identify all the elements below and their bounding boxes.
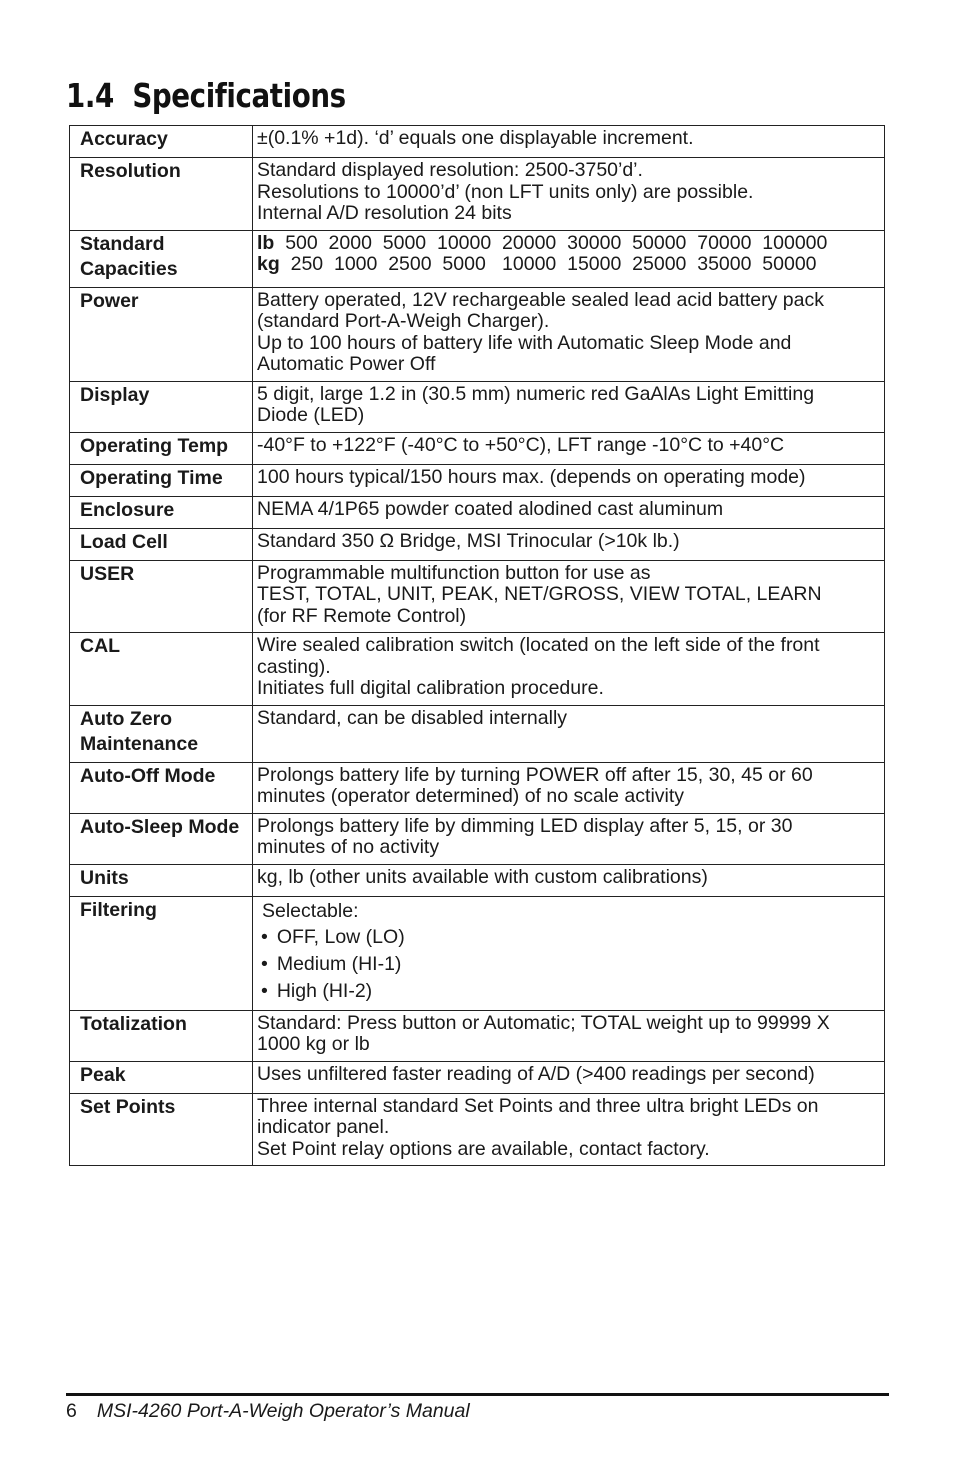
page-number: 6 — [66, 1400, 77, 1422]
capacity-unit: lb — [257, 231, 275, 254]
capacity-unit: kg — [257, 253, 280, 275]
spec-value-line: Initiates full digital calibration procedure. — [257, 677, 604, 699]
spec-row — [70, 864, 885, 896]
spec-value — [253, 158, 885, 231]
spec-value-line: 1000 kg or lb — [257, 1033, 370, 1055]
spec-value-line: minutes (operator determined) of no scale activity — [257, 785, 685, 807]
spec-value-line: Programmable multifunction button for use as — [257, 561, 651, 584]
spec-row — [70, 705, 885, 762]
spec-value — [253, 896, 885, 1010]
spec-value-line: indicator panel. — [257, 1116, 390, 1138]
spec-value — [253, 1010, 885, 1061]
filtering-intro: Selectable: — [262, 899, 359, 922]
spec-value — [253, 864, 885, 896]
spec-value-line: Standard: Press button or Automatic; TOTAL weight up to 99999 X — [257, 1011, 830, 1034]
spec-value-line: Wire sealed calibration switch (located on the left side of the front — [257, 634, 820, 656]
spec-value-line: Set Point relay options are available, contact factory. — [257, 1137, 710, 1160]
spec-value-line: Internal A/D resolution 24 bits — [257, 202, 512, 224]
spec-value — [253, 762, 885, 813]
footer-divider — [66, 1393, 889, 1396]
section-number: 1.4 — [66, 76, 114, 115]
spec-label: Filtering — [70, 896, 253, 1010]
spec-row — [70, 287, 885, 381]
capacity-row — [257, 254, 880, 276]
spec-value-line: Standard displayed resolution: 2500-3750’d’. — [257, 159, 643, 181]
spec-value — [253, 381, 885, 432]
spec-label: Display — [70, 381, 253, 432]
spec-label: Standard Capacities — [70, 230, 253, 287]
spec-value-line: Three internal standard Set Points and three ultra bright LEDs on — [257, 1094, 819, 1117]
spec-value — [253, 230, 885, 287]
spec-label: Totalization — [70, 1010, 253, 1061]
spec-value — [253, 1061, 885, 1093]
spec-label: Enclosure — [70, 496, 253, 528]
spec-row — [70, 381, 885, 432]
spec-row — [70, 813, 885, 864]
spec-value — [253, 287, 885, 381]
spec-label: Power — [70, 287, 253, 381]
spec-label: Resolution — [70, 158, 253, 231]
spec-value-line: Up to 100 hours of battery life with Automatic Sleep Mode and — [257, 331, 792, 354]
spec-value — [253, 126, 885, 158]
spec-row — [70, 560, 885, 633]
spec-label: Operating Time — [70, 464, 253, 496]
spec-value-line: NEMA 4/1P65 powder coated alodined cast aluminum — [257, 497, 724, 520]
spec-row — [70, 896, 885, 1010]
spec-value-line: Uses unfiltered faster reading of A/D (>400 readings per second) — [257, 1062, 815, 1085]
spec-value-line: Resolutions to 10000’d’ (non LFT units only) are possible. — [257, 180, 754, 203]
spec-value — [253, 496, 885, 528]
spec-row — [70, 158, 885, 231]
spec-label: Load Cell — [70, 528, 253, 560]
spec-value-line: 100 hours typical/150 hours max. (depends on operating mode) — [257, 465, 806, 488]
spec-row — [70, 528, 885, 560]
spec-value-line: Prolongs battery life by dimming LED display after 5, 15, or 30 — [257, 814, 793, 837]
spec-label: Auto-Off Mode — [70, 762, 253, 813]
spec-value-line: 5 digit, large 1.2 in (30.5 mm) numeric red GaAlAs Light Emitting — [257, 382, 815, 405]
spec-value-line: kg, lb (other units available with custom calibrations) — [257, 865, 708, 888]
spec-value-line: Standard, can be disabled internally — [257, 706, 568, 729]
spec-row — [70, 126, 885, 158]
spec-row — [70, 762, 885, 813]
spec-value-line: Battery operated, 12V rechargeable sealed lead acid battery pack — [257, 288, 824, 311]
spec-label: Auto-Sleep Mode — [70, 813, 253, 864]
spec-row — [70, 432, 885, 464]
spec-label: Operating Temp — [70, 432, 253, 464]
spec-value-line: Automatic Power Off — [257, 353, 436, 375]
spec-row — [70, 633, 885, 706]
spec-value-line: minutes of no activity — [257, 836, 440, 858]
manual-title: MSI-4260 Port-A-Weigh Operator’s Manual — [96, 1400, 470, 1422]
spec-value-line: Standard 350 Ω Bridge, MSI Trinocular (>10k lb.) — [257, 529, 680, 552]
spec-label: Auto Zero Maintenance — [70, 705, 253, 762]
spec-value — [253, 633, 885, 706]
spec-value — [253, 464, 885, 496]
section-heading — [66, 76, 346, 115]
spec-value-line: casting). — [257, 655, 331, 678]
spec-label: USER — [70, 560, 253, 633]
spec-value-line: (standard Port-A-Weigh Charger). — [257, 310, 550, 332]
spec-value — [253, 1093, 885, 1166]
spec-label: Peak — [70, 1061, 253, 1093]
filtering-options-list — [257, 924, 880, 1005]
specifications-table — [69, 125, 885, 1166]
filtering-option: • Medium (HI-1) — [257, 951, 880, 978]
capacity-values: 250 1000 2500 5000 10000 15000 25000 35000 50000 — [290, 253, 817, 275]
spec-value-line: -40°F to +122°F (-40°C to +50°C), LFT range -10°C to +40°C — [257, 433, 785, 456]
spec-value — [253, 528, 885, 560]
spec-value-line: Prolongs battery life by turning POWER off after 15, 30, 45 or 60 — [257, 763, 813, 786]
spec-value — [253, 432, 885, 464]
filtering-option: • High (HI-2) — [257, 978, 880, 1005]
filtering-option: • OFF, Low (LO) — [257, 924, 880, 951]
spec-label: Units — [70, 864, 253, 896]
page-footer — [66, 1400, 470, 1423]
spec-value — [253, 705, 885, 762]
spec-row — [70, 496, 885, 528]
spec-label: Set Points — [70, 1093, 253, 1166]
capacity-values: 500 2000 5000 10000 20000 30000 50000 70000 100000 — [285, 231, 828, 254]
spec-row — [70, 464, 885, 496]
section-title: Specifications — [132, 76, 346, 115]
spec-row — [70, 1093, 885, 1166]
spec-row — [70, 1010, 885, 1061]
spec-row — [70, 1061, 885, 1093]
spec-value — [253, 813, 885, 864]
capacity-row — [257, 233, 880, 255]
spec-row — [70, 230, 885, 287]
spec-value-line: TEST, TOTAL, UNIT, PEAK, NET/GROSS, VIEW TOTAL, LEARN — [257, 583, 822, 605]
spec-value-line: Diode (LED) — [257, 404, 365, 426]
spec-label: CAL — [70, 633, 253, 706]
spec-label: Accuracy — [70, 126, 253, 158]
spec-value-line: (for RF Remote Control) — [257, 604, 467, 627]
spec-value-line: ±(0.1% +1d). ‘d’ equals one displayable increment. — [257, 127, 694, 149]
spec-value — [253, 560, 885, 633]
